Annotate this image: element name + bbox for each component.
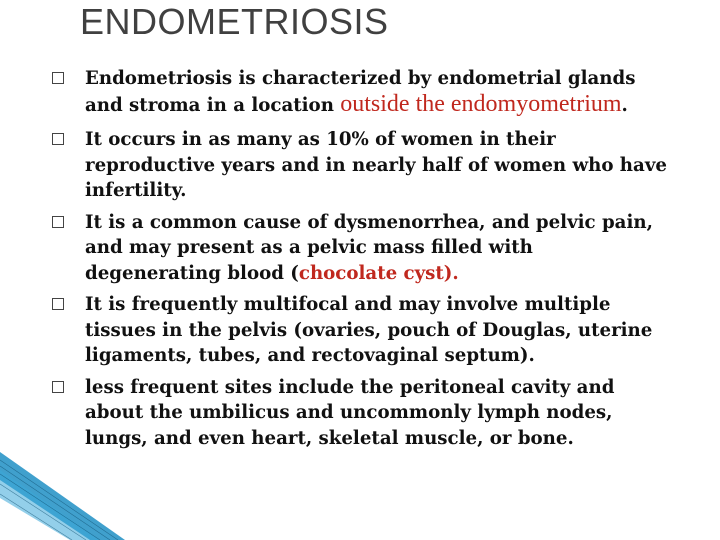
bullet-text <box>85 68 636 116</box>
bullet-item <box>52 375 672 452</box>
checkbox-bullet-icon <box>52 133 64 145</box>
slide-title: ENDOMETRIOSIS <box>80 1 389 42</box>
bullet-text-highlight: outside the endomyometrium <box>340 90 622 117</box>
bullet-list <box>52 66 672 451</box>
bullet-item <box>52 127 672 204</box>
bullet-text <box>85 212 653 284</box>
bullet-item <box>52 292 672 369</box>
corner-swoosh-decoration <box>0 440 125 540</box>
bullet-item <box>52 66 672 118</box>
bullet-item <box>52 210 672 287</box>
checkbox-bullet-icon <box>52 72 64 84</box>
checkbox-bullet-icon <box>52 381 64 393</box>
bullet-text-part: It is a common cause of dysmenorrhea, and pelvic pain, and may present as a pelvic mass filled with degenerating blood ( <box>85 211 653 284</box>
bullet-text: It occurs in as many as 10% of women in their reproductive years and in nearly half of women who have infertility. <box>85 129 667 201</box>
bullet-text-part: Endometriosis is characterized by endometrial glands and stroma in a location <box>85 68 636 116</box>
bullet-text-part: . <box>621 94 628 116</box>
swoosh-band <box>0 470 100 540</box>
checkbox-bullet-icon <box>52 298 64 310</box>
checkbox-bullet-icon <box>52 216 64 228</box>
bullet-text: It is frequently multifocal and may involve multiple tissues in the pelvis (ovaries, pouch of Douglas, uterine ligaments, tubes, and rectovaginal septum). <box>85 294 653 366</box>
bullet-text: less frequent sites include the peritoneal cavity and about the umbilicus and uncommonly lymph nodes, lungs, and even heart, skeletal muscle, or bone. <box>85 376 615 449</box>
bullet-text-highlight: chocolate cyst). <box>298 262 459 284</box>
